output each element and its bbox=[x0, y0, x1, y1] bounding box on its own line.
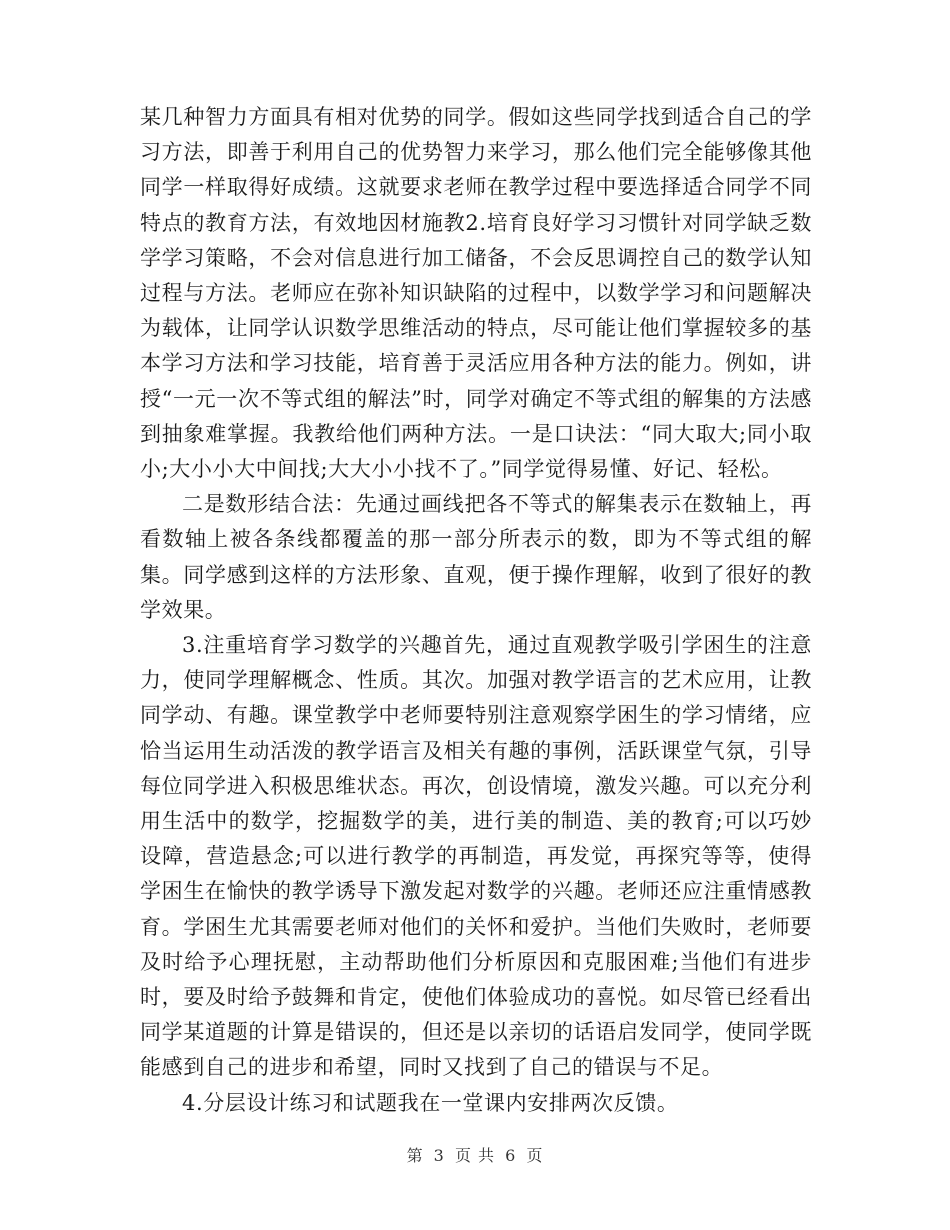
document-body bbox=[140, 100, 812, 1121]
page-label-prefix: 第 bbox=[406, 1146, 424, 1165]
paragraph-1: 某几种智力方面具有相对优势的同学。假如这些同学找到适合自己的学习方法，即善于利用自己的优势智力来学习，那么他们完全能够像其他同学一样取得好成绩。这就要求老师在教学过程中要选择适合同学不同特点的教育方法，有效地因材施教2.培育良好学习习惯针对同学缺乏数学学习策略，不会对信息进行加工储备，不会反思调控自己的数学认知过程与方法。老师应在弥补知识缺陷的过程中，以数学学习和问题解决为载体，让同学认识数学思维活动的特点，尽可能让他们掌握较多的基本学习方法和学习技能，培育善于灵活应用各种方法的能力。例如，讲授“一元一次不等式组的解法”时，同学对确定不等式组的解集的方法感到抽象难掌握。我教给他们两种方法。一是口诀法：“同大取大;同小取小;大小小大中间找;大大小小找不了。”同学觉得易懂、好记、轻松。 bbox=[140, 105, 812, 482]
page-label-suffix: 页 bbox=[526, 1146, 544, 1165]
page-footer bbox=[0, 1143, 950, 1166]
paragraph-4: 4.分层设计练习和试题我在一堂课内安排两次反馈。 bbox=[182, 1090, 679, 1115]
page-label-mid: 页 共 bbox=[454, 1146, 496, 1165]
current-page-number: 3 bbox=[433, 1146, 445, 1165]
paragraph-3: 3.注重培育学习数学的兴趣首先，通过直观教学吸引学困生的注意力，使同学理解概念、性质。其次。加强对教学语言的艺术应用，让教同学动、有趣。课堂教学中老师要特别注意观察学困生的学习情绪，应恰当运用生动活泼的教学语言及相关有趣的事例，活跃课堂气氛，引导每位同学进入积极思维状态。再次，创设情境，激发兴趣。可以充分利用生活中的数学，挖掘数学的美，进行美的制造、美的教育;可以巧妙设障，营造悬念;可以进行教学的再制造，再发觉，再探究等等，使得学困生在愉快的教学诱导下激发起对数学的兴趣。老师还应注重情感教育。学困生尤其需要老师对他们的关怀和爱护。当他们失败时，老师要及时给予心理抚慰，主动帮助他们分析原因和克服困难;当他们有进步时，要及时给予鼓舞和肯定，使他们体验成功的喜悦。如尽管已经看出同学某道题的计算是错误的，但还是以亲切的话语启发同学，使同学既能感到自己的进步和希望，同时又找到了自己的错误与不足。 bbox=[140, 633, 812, 1080]
total-pages-number: 6 bbox=[505, 1146, 517, 1165]
paragraph-2: 二是数形结合法：先通过画线把各不等式的解集表示在数轴上，再看数轴上被各条线都覆盖的那一部分所表示的数，即为不等式组的解集。同学感到这样的方法形象、直观，便于操作理解，收到了很好的教学效果。 bbox=[140, 492, 812, 622]
